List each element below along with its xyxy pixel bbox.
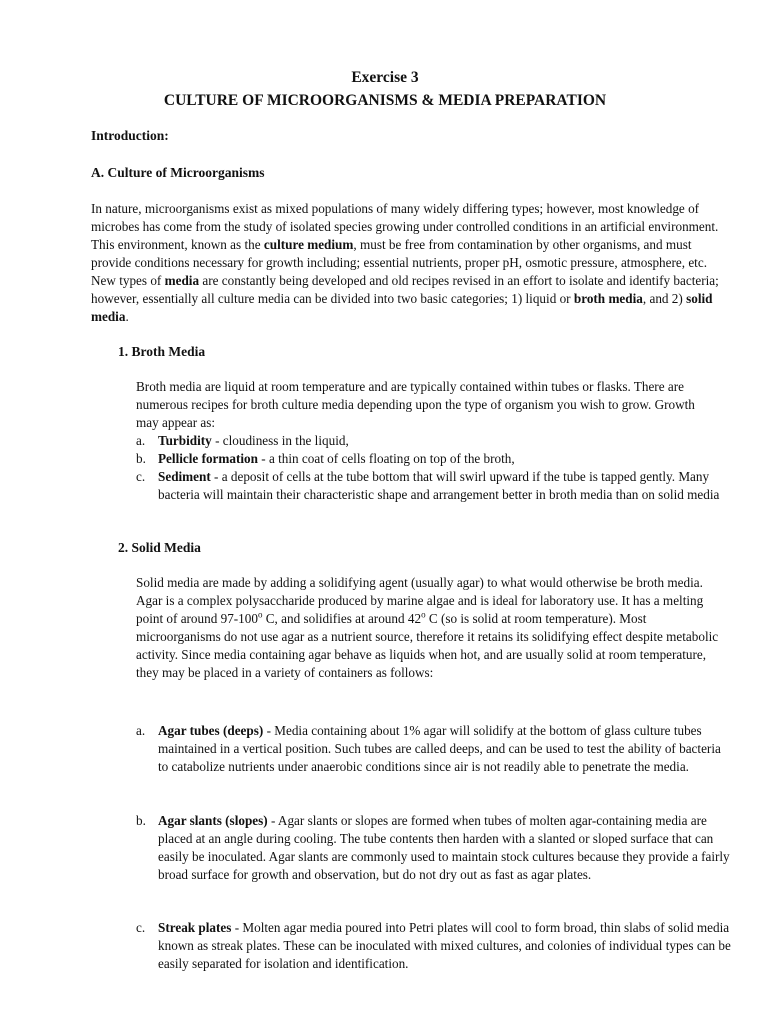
- broth-item-sediment: c. Sediment - a deposit of cells at the tube bottom that will swirl upward if the tube is tapped gently. Many bacteria will maintain their characteristic shape and arrangement better in broth media than on solid media: [136, 469, 720, 502]
- solid-item-agar-slants: b. Agar slants (slopes) - Agar slants or slopes are formed when tubes of molten agar-containing media are placed at an angle during cooling. The tube contents then harden with a slanted or sloped surface that can easily be inoculated. Agar slants are commonly used to maintain stock cultures because they provide a fairly broad surface for growth and observation, but do not dry out as fast as agar plates.: [136, 813, 730, 882]
- broth-item-pellicle: b. Pellicle formation - a thin coat of cells floating on top of the broth,: [136, 451, 515, 466]
- broth-media-heading: 1. Broth Media: [118, 344, 206, 359]
- broth-media-paragraph: Broth media are liquid at room temperature and are typically contained within tubes or flasks. There are numerous recipes for broth culture media depending upon the type of organism you wish to grow. Growth may appear as:: [136, 379, 695, 430]
- solid-media-heading: 2. Solid Media: [118, 540, 201, 555]
- section-a-heading: A. Culture of Microorganisms: [91, 165, 265, 180]
- introduction-heading: Introduction:: [91, 128, 169, 143]
- exercise-title: CULTURE OF MICROORGANISMS & MEDIA PREPARATION: [163, 92, 607, 109]
- solid-item-streak-plates: c. Streak plates - Molten agar media poured into Petri plates will cool to form broad, thin slabs of solid media known as streak plates. These can be inoculated with mixed cultures, and colonies of individual types can be easily separated for isolation and identification.: [136, 920, 731, 971]
- term-media: media: [164, 273, 200, 288]
- term-solid-media: solid media: [91, 291, 713, 324]
- solid-item-agar-tubes: a. Agar tubes (deeps) - Media containing about 1% agar will solidify at the bottom of glass culture tubes maintained in a vertical position. Such tubes are called deeps, and can be used to test the ability of bacteria to catabolize nutrients under anaerobic conditions since air is not readily able to penetrate the media.: [136, 723, 721, 774]
- term-broth-media: broth media: [573, 291, 643, 306]
- broth-item-turbidity: a. Turbidity - cloudiness in the liquid,: [136, 433, 349, 448]
- exercise-number: Exercise 3: [351, 69, 419, 86]
- term-culture-medium: culture medium: [263, 237, 354, 252]
- solid-media-paragraph: Solid media are made by adding a solidifying agent (usually agar) to what would otherwise be broth media. Agar is a complex polysaccharide produced by marine algae and is ideal for laboratory use. It has a melting point of around 97-100$^o$ C, and solidifies at around 42$^o$ C (so is solid at room temperature). Most microorganisms do not use agar as a nutrient source, therefore it retains its solidifying effect despite metabolic activity. Since media containing agar behave as liquids when hot, and are usually solid at room temperature, they may be placed in a variety of containers as follows:: [136, 575, 719, 680]
- intro-paragraph: In nature, microorganisms exist as mixed populations of many widely differing types; however, most knowledge of microbes has come from the study of isolated species growing under controlled conditions in an artificial environment. This environment, known as the culture medium, must be free from contamination by other organisms, and must provide conditions necessary for growth including; essential nutrients, proper pH, osmotic pressure, atmosphere, etc. New types of media are constantly being developed and old recipes revised in an effort to isolate and identify bacteria; however, essentially all culture media can be divided into two basic categories; 1) liquid or broth media, and 2) solid media.: [91, 201, 719, 324]
